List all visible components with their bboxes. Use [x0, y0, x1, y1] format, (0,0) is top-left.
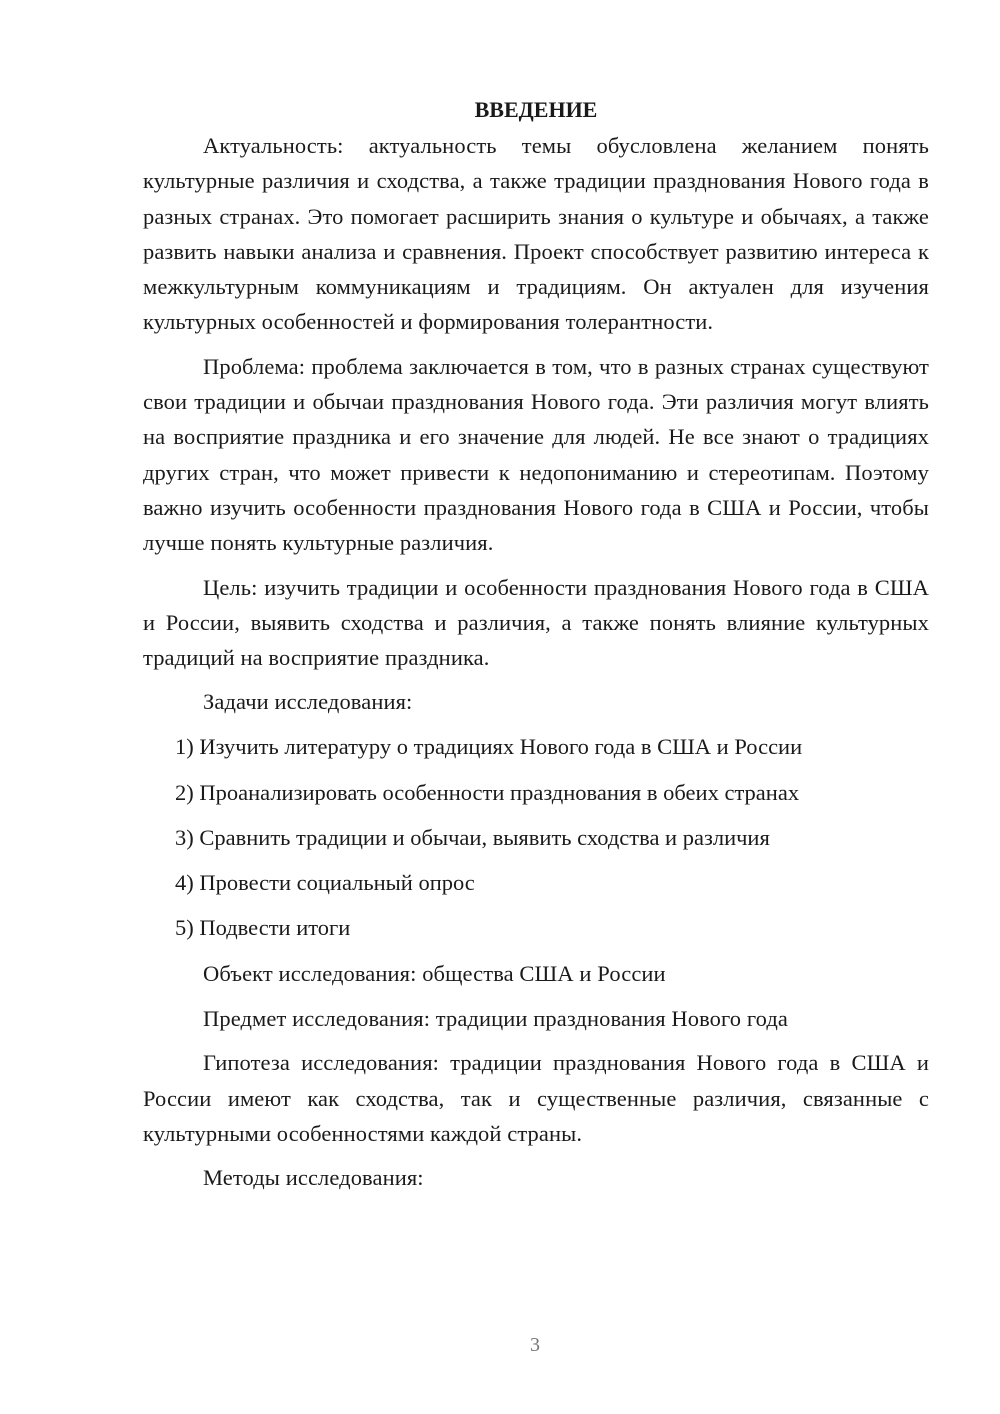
tasks-list: [143, 729, 929, 945]
list-item: 3) Сравнить традиции и обычаи, выявить сходства и различия: [175, 824, 770, 850]
document-page: [143, 92, 929, 1205]
paragraph-problem: Проблема: проблема заключается в том, что в разных странах существуют свои традиции и обычаи празднования Нового года. Эти различия могут влиять на восприятие праздника и его значение для людей. Не все знают о традициях других стран, что может привести к недопониманию и стереотипам. Поэтому важно изучить особенности празднования Нового года в США и России, чтобы лучше понять культурные различия.: [143, 353, 929, 556]
page-number: 3: [530, 1334, 540, 1356]
paragraph-object: Объект исследования: общества США и России: [203, 960, 666, 986]
tasks-heading: Задачи исследования:: [203, 689, 413, 715]
list-item: 4) Провести социальный опрос: [175, 870, 475, 896]
list-item: 5) Подвести итоги: [175, 915, 351, 941]
paragraph-goal: Цель: изучить традиции и особенности празднования Нового года в США и России, выявить сходства и различия, а также понять влияние культурных традиций на восприятие праздника.: [143, 574, 929, 671]
page-title: ВВЕДЕНИЕ: [474, 97, 598, 122]
methods-heading: Методы исследования:: [203, 1165, 424, 1191]
paragraph-subject: Предмет исследования: традиции празднования Нового года: [203, 1005, 788, 1031]
paragraph-relevance: Актуальность: актуальность темы обусловлена желанием понять культурные различия и сходства, а также традиции празднования Нового года в разных странах. Это помогает расширить знания о культуре и обычаях, а также развить навыки анализа и сравнения. Проект способствует развитию интереса к межкультурным коммуникациям и традициям. Он актуален для изучения культурных особенностей и формирования толерантности.: [143, 133, 929, 335]
list-item: 1) Изучить литературу о традициях Нового года в США и России: [175, 734, 803, 760]
list-item: 2) Проанализировать особенности празднования в обеих странах: [175, 779, 800, 805]
paragraph-hypothesis: Гипотеза исследования: традиции празднования Нового года в США и России имеют как сходства, так и существенные различия, связанные с культурными особенностями каждой страны.: [143, 1050, 929, 1146]
